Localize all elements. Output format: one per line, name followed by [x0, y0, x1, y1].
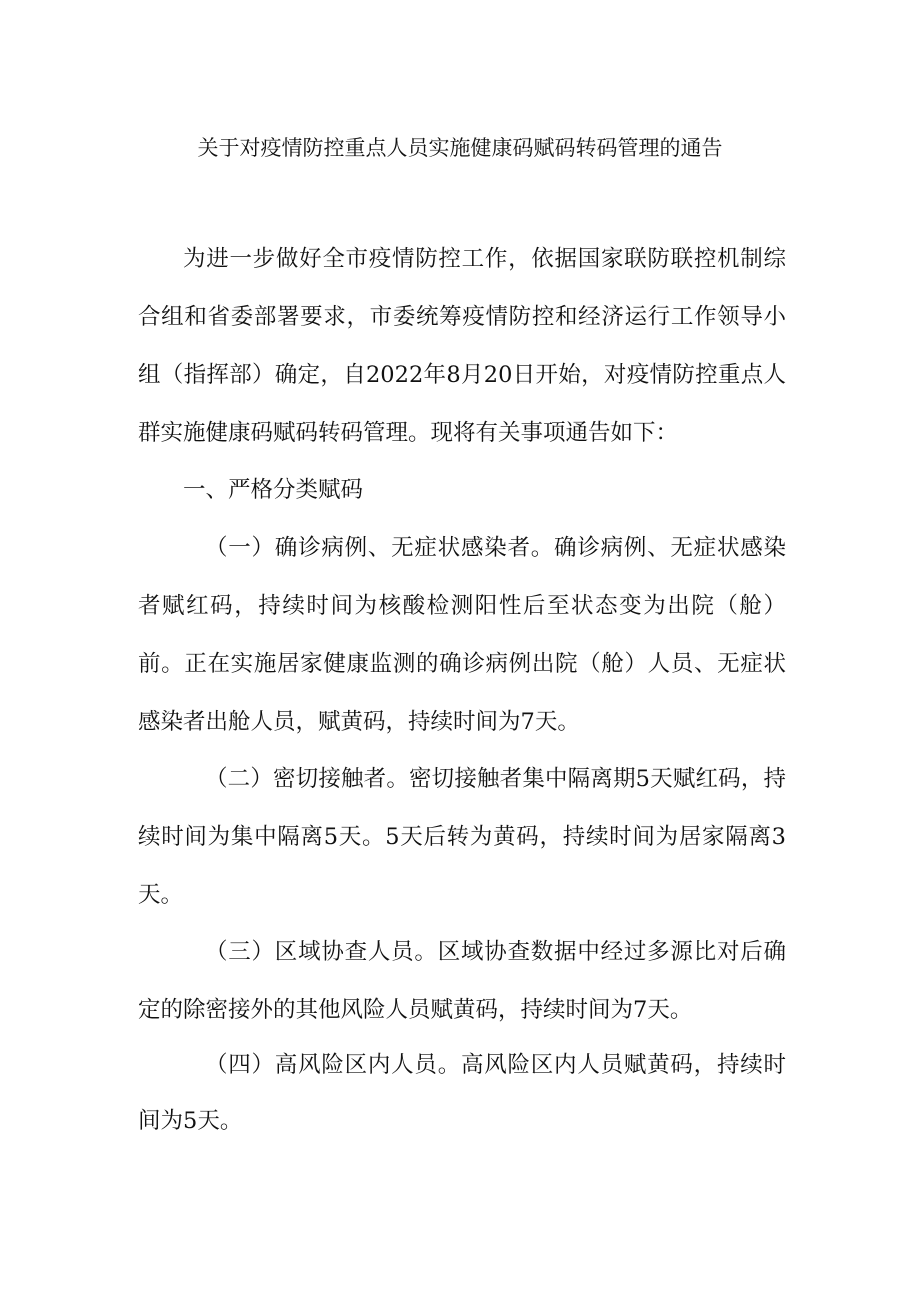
item-paragraph-3: （三）区域协查人员。区域协查数据中经过多源比对后确定的除密接外的其他风险人员赋黄码，持续时间为7天。 — [138, 939, 786, 1023]
item-paragraph-4: （四）高风险区内人员。高风险区内人员赋黄码，持续时间为5天。 — [138, 1052, 786, 1134]
intro-paragraph: 为进一步做好全市疫情防控工作，依据国家联防联控机制综合组和省委部署要求，市委统筹疫情防控和经济运行工作领导小组（指挥部）确定，自2022年8月20日开始，对疫情防控重点人群实施健康码赋码转码管理。现将有关事项通告如下： — [138, 246, 786, 446]
section-heading-1: 一、严格分类赋码 — [183, 477, 364, 503]
document-title: 关于对疫情防控重点人员实施健康码赋码转码管理的通告 — [197, 136, 723, 160]
item-paragraph-2: （二）密切接触者。密切接触者集中隔离期5天赋红码，持续时间为集中隔离5天。5天后转为黄码，持续时间为居家隔离3天。 — [138, 766, 786, 908]
item-paragraph-1: （一）确诊病例、无症状感染者。确诊病例、无症状感染者赋红码，持续时间为核酸检测阳性后至状态变为出院（舱）前。正在实施居家健康监测的确诊病例出院（舱）人员、无症状感染者出舱人员，赋黄码，持续时间为7天。 — [138, 535, 786, 735]
